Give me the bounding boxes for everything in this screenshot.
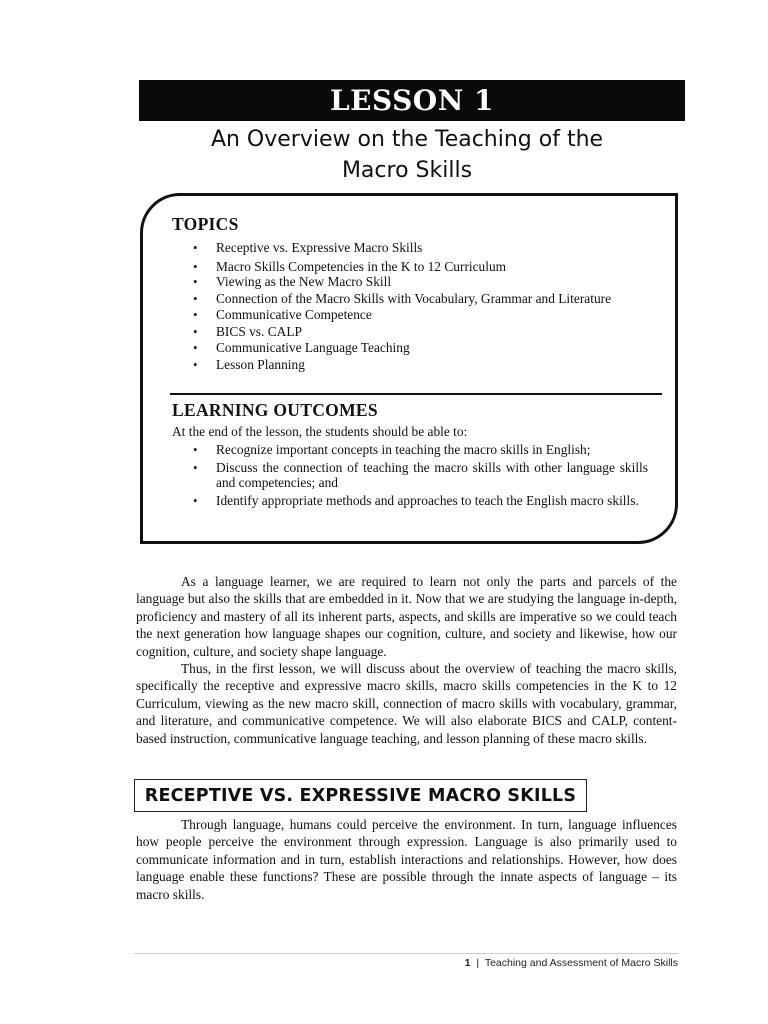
topics-list <box>216 240 648 372</box>
list-item: • Macro Skills Competencies in the K to 12 Curriculum <box>216 259 648 275</box>
section-title-box <box>134 779 587 812</box>
topics-heading: TOPICS <box>172 214 239 234</box>
list-item: • Viewing as the New Macro Skill <box>216 274 648 290</box>
body-paragraph: Thus, in the first lesson, we will discuss about the overview of teaching the macro skills, specifically the receptive and expressive macro skills, macro skills competencies in the K to 12 Curriculum, viewing as the new macro skill, connection of macro skills with vocabulary, grammar, and literature, and communicative competence. We will also elaborate BICS and CALP, content-based instruction, communicative language teaching, and lesson planning of these macro skills. <box>136 661 677 746</box>
list-item: • Receptive vs. Expressive Macro Skills <box>216 240 648 256</box>
body-paragraph: As a language learner, we are required to learn not only the parts and parcels of the language but also the skills that are embedded in it. Now that we are studying the language in-depth, proficiency and mastery of all its inherent parts, aspects, and skills are imperative so we could teach the next generation how language shapes our cognition, culture, and society and likewise, how our cognition, culture, and society shape language. <box>136 574 677 659</box>
lesson-label: LESSON 1 <box>329 84 495 117</box>
section-title: RECEPTIVE VS. EXPRESSIVE MACRO SKILLS <box>144 785 577 806</box>
section-paragraph: Through language, humans could perceive the environment. In turn, language influences how people perceive the environment through expression. Language is also primarily used to communicate information and in turn, establish interactions and relationships. However, how does language enable these functions? These are possible through the innate aspects of language – its macro skills. <box>136 817 677 902</box>
list-item: • Communicative Competence <box>216 307 648 323</box>
list-item: • BICS vs. CALP <box>216 324 648 340</box>
book-title: Teaching and Assessment of Macro Skills <box>484 957 678 969</box>
list-item: • Connection of the Macro Skills with Vocabulary, Grammar and Literature <box>216 291 648 307</box>
list-item: • Recognize important concepts in teaching the macro skills in English; <box>216 442 648 458</box>
footer-separator: | <box>476 957 480 969</box>
footer-rule <box>134 953 679 954</box>
subtitle-line: Macro Skills <box>341 158 473 183</box>
section-divider <box>170 393 662 395</box>
list-item: • Communicative Language Teaching <box>216 340 648 356</box>
page-number: 1 <box>464 957 471 969</box>
subtitle-line: An Overview on the Teaching of the <box>210 127 604 152</box>
list-item: • Lesson Planning <box>216 357 648 373</box>
outcomes-intro: At the end of the lesson, the students should be able to: <box>172 424 468 439</box>
page-footer <box>134 957 678 969</box>
outcomes-heading: LEARNING OUTCOMES <box>172 400 378 420</box>
list-item: • Identify appropriate methods and approaches to teach the English macro skills. <box>216 493 648 509</box>
lesson-subtitle <box>139 124 675 186</box>
outcomes-list <box>216 442 648 510</box>
lesson-title-bar <box>139 80 685 121</box>
list-item: • Discuss the connection of teaching the macro skills with other language skills and competencies; and <box>216 460 648 491</box>
